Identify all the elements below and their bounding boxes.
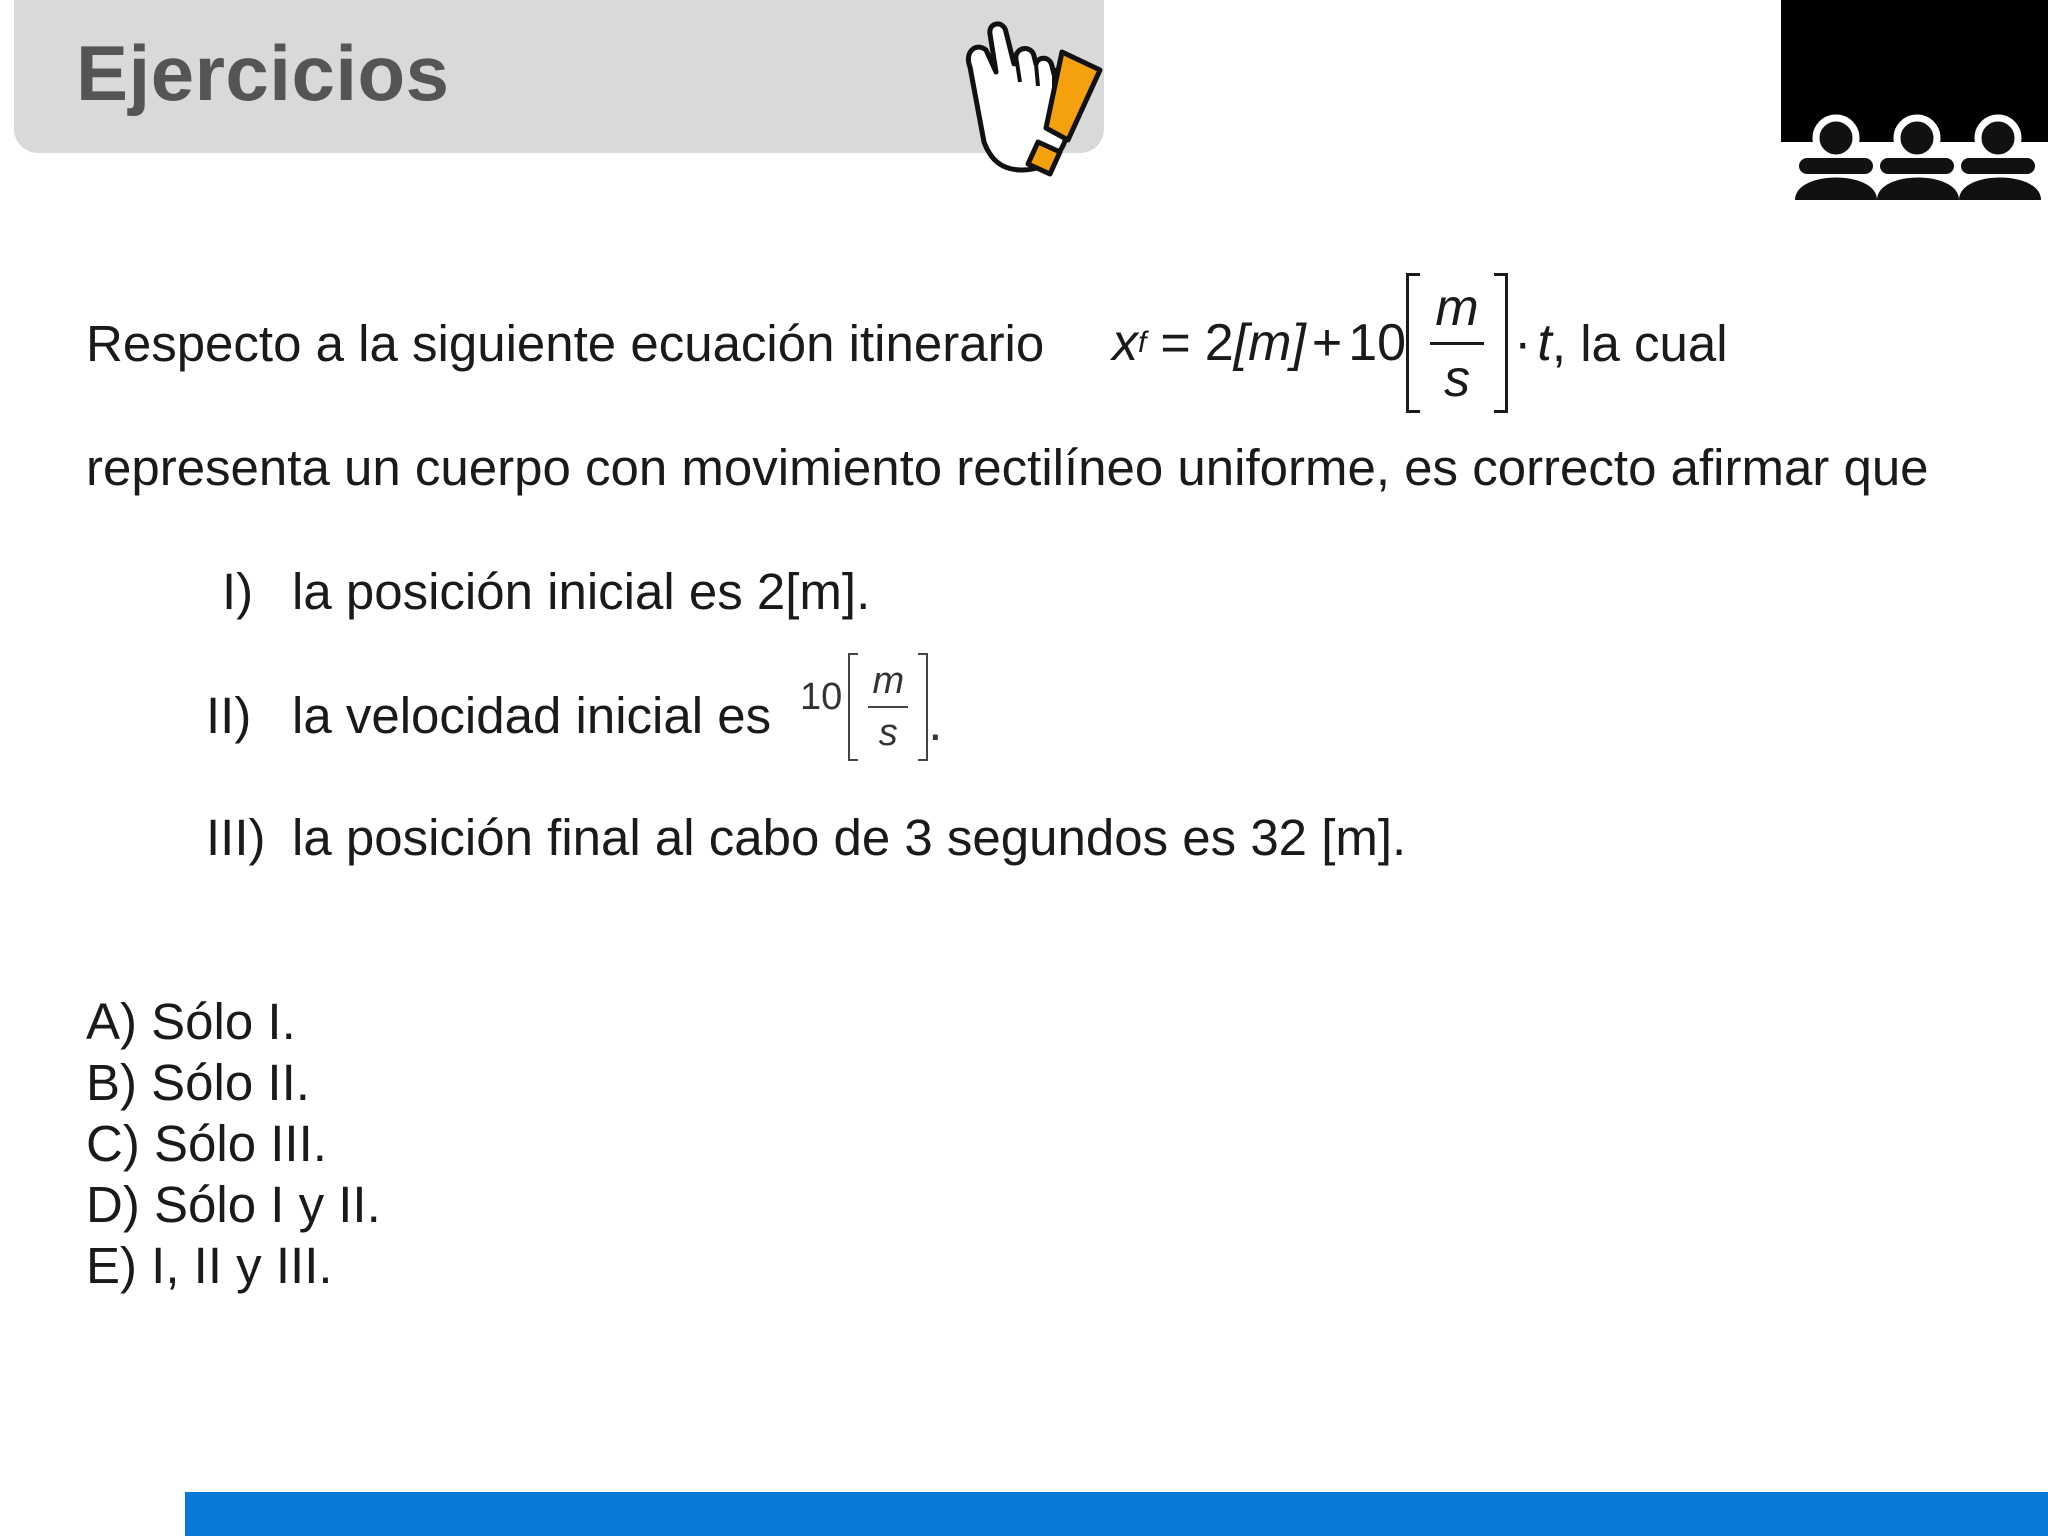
option-c[interactable]: C) Sólo III.: [86, 1115, 327, 1172]
question-line-1: Respecto a la siguiente ecuación itinerario: [86, 315, 1045, 372]
statement-2-fraction: [868, 662, 908, 752]
eq-sub: f: [1138, 326, 1147, 359]
statement-1-text: la posición inicial es 2[m].: [292, 563, 871, 620]
eq-plus: +: [1311, 314, 1343, 372]
left-bracket: [1406, 273, 1420, 413]
eq-coef: 10: [1348, 314, 1407, 372]
pointing-hand-exclamation-icon: [950, 12, 1110, 182]
statement-2-numerator: m: [872, 660, 905, 702]
header-bar: [14, 0, 1104, 153]
eq-lhs: x: [1112, 314, 1138, 372]
statement-2-denominator: s: [878, 712, 898, 754]
right-bracket: [1494, 273, 1508, 413]
page-title: Ejercicios: [76, 29, 450, 117]
footer-accent-bar: [185, 1492, 2048, 1536]
option-b[interactable]: B) Sólo II.: [86, 1054, 310, 1111]
fraction-bar: [1430, 342, 1484, 345]
velocity-fraction: [1430, 278, 1484, 408]
statement-2-number: II): [206, 687, 252, 744]
statement-2-equation: [800, 652, 942, 762]
eq-var: t: [1537, 314, 1552, 372]
statement-3-text: la posición final al cabo de 3 segundos es 32 [m].: [292, 809, 1407, 866]
statement-2-right-bracket: [918, 653, 928, 761]
statement-2-period: .: [928, 693, 943, 751]
statement-2-fraction-bar: [868, 706, 908, 708]
classroom-group-icon: [1781, 108, 2048, 208]
eq-const: 2: [1204, 314, 1234, 372]
question-line-1-suffix: , la cual: [1551, 314, 1728, 372]
option-a[interactable]: A) Sólo I.: [86, 993, 296, 1050]
eq-dot: ·: [1514, 314, 1532, 372]
option-d[interactable]: D) Sólo I y II.: [86, 1176, 381, 1233]
question-line-2: representa un cuerpo con movimiento rectilíneo uniforme, es correcto afirmar que: [86, 439, 1929, 496]
statement-3-number: III): [206, 809, 266, 866]
statement-2-text: la velocidad inicial es: [292, 687, 772, 744]
itinerary-equation: [1112, 268, 1728, 418]
statement-1-number: I): [222, 563, 254, 620]
statement-2-coef: 10: [800, 675, 843, 718]
fraction-numerator: m: [1435, 278, 1479, 337]
fraction-denominator: s: [1444, 349, 1471, 408]
option-e[interactable]: E) I, II y III.: [86, 1237, 333, 1294]
eq-unit-m: [m]: [1233, 314, 1306, 372]
eq-equals: =: [1160, 314, 1191, 372]
statement-2-left-bracket: [848, 653, 858, 761]
